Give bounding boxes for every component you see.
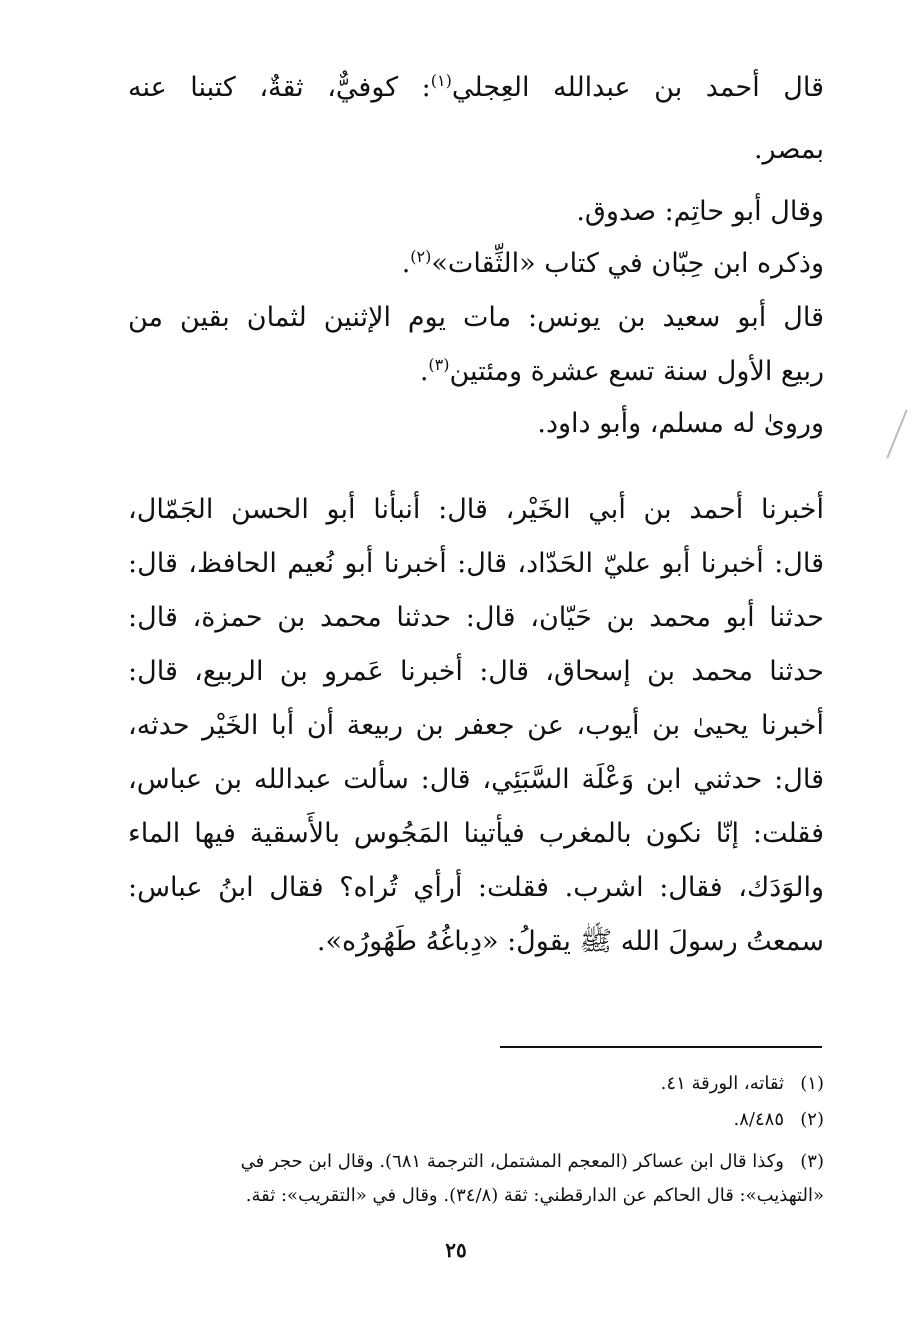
footnote-text: ٨/٤٨٥. <box>733 1109 784 1130</box>
footnote-2 <box>734 1106 824 1134</box>
hadith-line: أخبرنا أحمد بن أبي الخَيْر، قال: أنبأنا أبو الحسن الجَمّال، <box>128 494 824 525</box>
hadith-line: والوَدَك، فقال: اشرب. فقلت: أرأي تُراه؟ فقال ابنُ عباس: <box>128 872 824 903</box>
text-line-ibn-hibban <box>402 244 824 284</box>
scan-mark <box>886 410 907 459</box>
footnote-number: (٢) <box>800 1109 824 1130</box>
footnote-text: وكذا قال ابن عساكر (المعجم المشتمل، الترجمة ٦٨١). وقال ابن حجر في <box>240 1151 784 1172</box>
footnote-3-continuation: «التهذيب»: قال الحاكم عن الدارقطني: ثقة (٣٤/٨). وقال في «التقريب»: ثقة. <box>245 1185 824 1206</box>
hadith-line: أخبرنا يحيىٰ بن أيوب، عن جعفر بن ربيعة أن أبا الخَيْر حدثه، <box>128 710 824 741</box>
text-segment: قال أحمد بن عبدالله العِجلي <box>451 72 824 103</box>
text-line-rawa: وروىٰ له مسلم، وأبو داود. <box>537 408 824 439</box>
text-segment: : كوفيٌّ، ثقةٌ، كتبنا عنه <box>128 72 431 103</box>
footnote-ref-3[interactable]: (٣) <box>428 355 450 374</box>
footnote-separator <box>500 1046 822 1048</box>
text-segment: . <box>419 356 429 387</box>
hadith-line: قال: أخبرنا أبو عليّ الحَدّاد، قال: أخبرنا أبو نُعيم الحافظ، قال: <box>128 548 824 579</box>
footnote-ref-1[interactable]: (١) <box>430 71 452 90</box>
text-line-ibn-yunus-1: قال أبو سعيد بن يونس: مات يوم الإثنين لثمان بقين من <box>128 302 824 333</box>
footnote-3 <box>241 1148 824 1176</box>
hadith-line: حدثنا محمد بن إسحاق، قال: أخبرنا عَمرو بن الربيع، قال: <box>128 656 824 687</box>
text-segment: ربيع الأول سنة تسع عشرة ومئتين <box>449 356 824 387</box>
page-number: ٢٥ <box>445 1238 467 1262</box>
footnote-ref-2[interactable]: (٢) <box>410 247 432 266</box>
text-line-abu-hatim: وقال أبو حاتِم: صدوق. <box>576 196 824 227</box>
text-line-ibn-yunus-2 <box>420 352 824 392</box>
text-line-2: بمصر. <box>753 134 824 165</box>
hadith-line: قال: حدثني ابن وَعْلَة السَّبَئِي، قال: سألت عبدالله بن عباس، <box>128 764 824 795</box>
text-segment: وذكره ابن حِبّان في كتاب «الثِّقات» <box>431 248 824 279</box>
footnote-text: ثقاته، الورقة ٤١. <box>660 1073 784 1094</box>
hadith-line: فقلت: إنّا نكون بالمغرب فيأتينا المَجُوس بالأَسقية فيها الماء <box>128 818 824 849</box>
hadith-line: حدثنا أبو محمد بن حَيّان، قال: حدثنا محمد بن حمزة، قال: <box>128 602 824 633</box>
footnote-1 <box>661 1070 824 1098</box>
footnote-number: (١) <box>800 1073 824 1094</box>
text-segment: . <box>401 248 411 279</box>
text-line-1 <box>128 68 824 108</box>
hadith-line-last: سمعتُ رسولَ الله ﷺ يقولُ: «دِباغُهُ طَهُورُه». <box>316 926 824 957</box>
footnote-number: (٣) <box>800 1151 824 1172</box>
